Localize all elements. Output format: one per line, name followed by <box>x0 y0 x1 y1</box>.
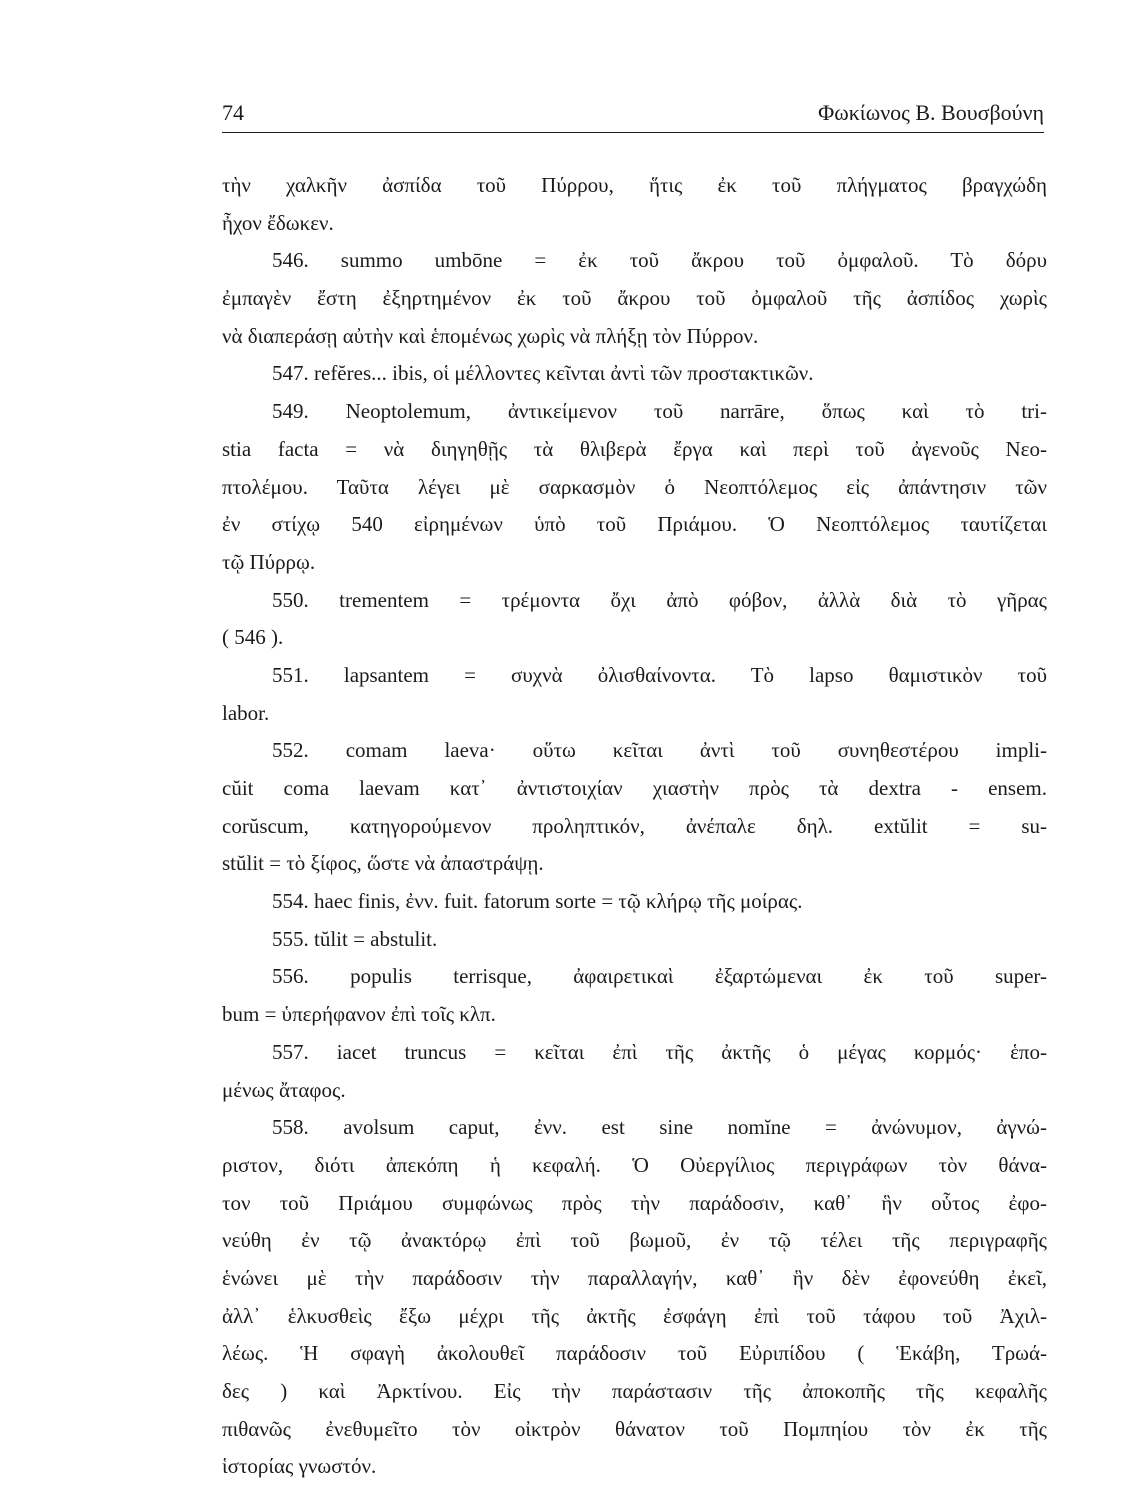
text-line: 550. trementem = τρέμοντα ὄχι ἀπὸ φόβον, ἀλλὰ διὰ τὸ γῆρας <box>272 587 1047 612</box>
text-line: ἦχον ἔδωκεν. <box>222 210 334 235</box>
text-line: bum = ὑπερήφανον ἐπὶ τοῖς κλπ. <box>222 1002 496 1027</box>
text-line: λέως. Ἡ σφαγὴ ἀκολουθεῖ παράδοσιν τοῦ Εὐριπίδου ( Ἑκάβη, Τρωά- <box>222 1341 1047 1366</box>
text-line: ἑνώνει μὲ τὴν παράδοσιν τὴν παραλλαγήν, καθ᾿ ἣν δὲν ἐφονεύθη ἐκεῖ, <box>222 1265 1047 1290</box>
text-line: 554. haec finis, ἐνν. fuit. fatorum sorte = τῷ κλήρῳ τῆς μοίρας. <box>272 889 803 914</box>
text-line: ἐν στίχῳ 540 εἰρημένων ὑπὸ τοῦ Πριάμου. Ὁ Νεοπτόλεμος ταυτίζεται <box>222 512 1047 537</box>
text-line: ριστον, διότι ἀπεκόπη ἡ κεφαλή. Ὁ Οὐεργίλιος περιγράφων τὸν θάνα- <box>222 1152 1047 1177</box>
text-line: τῷ Πύρρῳ. <box>222 549 316 574</box>
header-rule <box>222 132 1044 133</box>
text-line: ἐμπαγὲν ἔστη ἐξηρτημένον ἐκ τοῦ ἄκρου τοῦ ὀμφαλοῦ τῆς ἀσπίδος χωρὶς <box>222 286 1047 311</box>
page-header <box>222 96 1044 132</box>
text-line: ἀλλ᾿ ἑλκυσθεὶς ἔξω μέχρι τῆς ἀκτῆς ἐσφάγη ἐπὶ τοῦ τάφου τοῦ Ἀχιλ- <box>222 1303 1047 1328</box>
text-line: ἱστορίας γνωστόν. <box>222 1454 377 1479</box>
text-line: corŭscum, κατηγορούμενον προληπτικόν, ἀνέπαλε δηλ. extŭlit = su- <box>222 813 1047 838</box>
text-line: stia facta = νὰ διηγηθῇς τὰ θλιβερὰ ἔργα καὶ περὶ τοῦ ἀγενοῦς Νεο- <box>222 436 1047 461</box>
body-text <box>222 167 1047 1486</box>
text-line: 549. Neoptolemum, ἀντικείμενον τοῦ narrāre, ὅπως καὶ τὸ tri- <box>272 399 1047 424</box>
text-line: 557. iacet truncus = κεῖται ἐπὶ τῆς ἀκτῆς ὁ μέγας κορμός· ἑπο- <box>272 1039 1047 1064</box>
text-line: 556. populis terrisque, ἀφαιρετικαὶ ἐξαρτώμεναι ἐκ τοῦ super- <box>272 964 1047 989</box>
text-line: δες ) καὶ Ἀρκτίνου. Εἰς τὴν παράστασιν τῆς ἀποκοπῆς τῆς κεφαλῆς <box>222 1379 1047 1403</box>
text-line: 551. lapsantem = συχνὰ ὀλισθαίνοντα. Τὸ lapso θαμιστικὸν τοῦ <box>272 662 1047 687</box>
page-number: 74 <box>222 100 244 125</box>
text-line: 552. comam laeva· οὕτω κεῖται ἀντὶ τοῦ συνηθεστέρου impli- <box>272 738 1047 763</box>
text-line: πτολέμου. Ταῦτα λέγει μὲ σαρκασμὸν ὁ Νεοπτόλεμος εἰς ἀπάντησιν τῶν <box>222 474 1047 499</box>
text-line: ( 546 ). <box>222 625 284 650</box>
text-line: 555. tŭlit = abstulit. <box>272 926 438 951</box>
text-line: τον τοῦ Πριάμου συμφώνως πρὸς τὴν παράδοσιν, καθ᾿ ἣν οὗτος ἐφο- <box>222 1190 1047 1215</box>
text-line: μένως ἄταφος. <box>222 1077 346 1102</box>
text-line: 558. avolsum caput, ἐνν. est sine nomĭne = ἀνώνυμον, ἀγνώ- <box>272 1115 1047 1140</box>
running-head: Φωκίωνος Β. Βουσβούνη <box>818 100 1044 125</box>
text-line: 547. refĕres... ibis, οἱ μέλλοντες κεῖνται ἀντὶ τῶν προστακτικῶν. <box>272 361 814 386</box>
text-line: stŭlit = τὸ ξίφος, ὥστε νὰ ἀπαστράψῃ. <box>222 851 544 876</box>
text-line: νεύθη ἐν τῷ ἀνακτόρῳ ἐπὶ τοῦ βωμοῦ, ἐν τῷ τέλει τῆς περιγραφῆς <box>222 1228 1047 1253</box>
text-line: πιθανῶς ἐνεθυμεῖτο τὸν οἰκτρὸν θάνατον τοῦ Πομπηίου τὸν ἐκ τῆς <box>222 1416 1047 1441</box>
text-line: τὴν χαλκῆν ἀσπίδα τοῦ Πύρρου, ἥτις ἐκ τοῦ πλήγματος βραγχώδη <box>222 173 1047 197</box>
text-line: cŭit coma laevam κατ᾿ ἀντιστοιχίαν χιαστὴν πρὸς τὰ dextra - ensem. <box>222 776 1047 800</box>
text-line: νὰ διαπεράσῃ αὐτὴν καὶ ἑπομένως χωρὶς νὰ πλήξῃ τὸν Πύρρον. <box>222 323 759 348</box>
text-line: labor. <box>222 700 270 725</box>
text-line: 546. summo umbōne = ἐκ τοῦ ἄκρου τοῦ ὀμφαλοῦ. Τὸ δόρυ <box>272 248 1047 273</box>
